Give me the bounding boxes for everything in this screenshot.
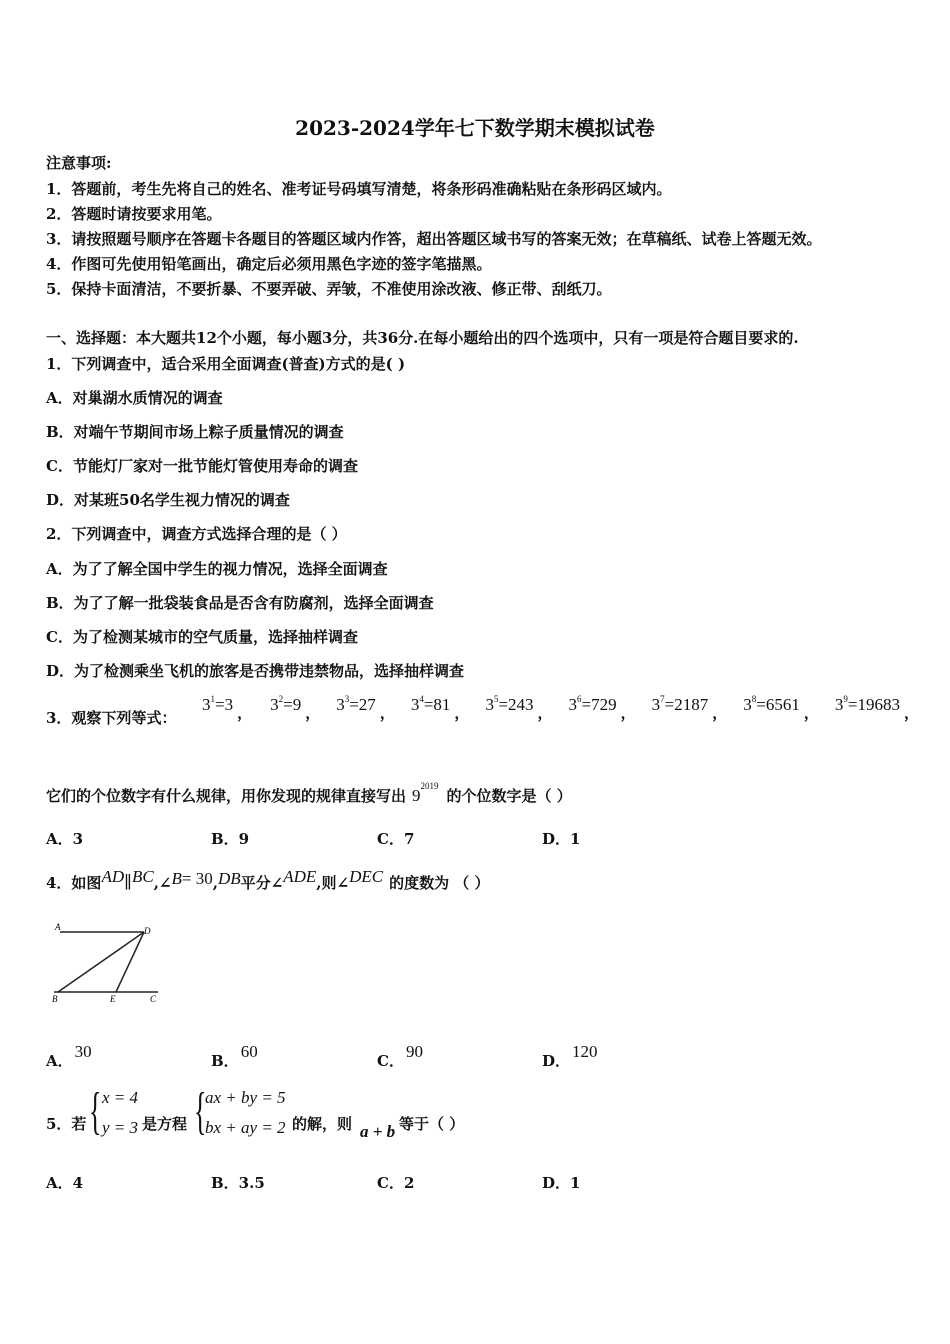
q4-option-d-letter: D．	[542, 1052, 571, 1070]
q5-mid: 是方程	[142, 1115, 188, 1133]
q3-power-item	[569, 695, 617, 714]
q4-angle-sym: ,∠	[153, 874, 172, 892]
q3-power-base: 3	[651, 695, 661, 714]
q5-sys2-eq1: ax + by = 5	[205, 1088, 286, 1107]
q3-power-exp: 2019	[420, 781, 439, 791]
q3-separator: ，	[712, 704, 728, 722]
q3-power-value: =19683	[847, 695, 900, 714]
q1-option-d: D．对某班50名学生视力情况的调查	[46, 491, 290, 509]
q3-option-d: D．1	[542, 830, 581, 848]
q3-power-base: 9	[412, 786, 421, 805]
q3-power-exp: 3	[344, 694, 350, 704]
q4-ad: AD	[101, 867, 125, 886]
q3-power-exp: 8	[751, 694, 757, 704]
q2-option-b: B．为了了解一批袋装食品是否含有防腐剂，选择全面调查	[46, 594, 434, 612]
q4-option-c-value: 90	[405, 1042, 423, 1061]
q4-b: B	[171, 869, 182, 888]
q3-separator: ，	[537, 704, 553, 722]
q3-stem: 3．观察下列等式：	[46, 709, 177, 727]
q5-post1: 的解，则	[292, 1115, 353, 1133]
q5-sys1-eq1: x = 4	[102, 1088, 139, 1107]
q3-power-value: =81	[423, 695, 451, 714]
q4-option-a-value: 30	[74, 1042, 92, 1061]
q3-power-exp: 1	[210, 694, 215, 704]
q3-separator: ，	[903, 704, 919, 722]
q2-option-d: D．为了检测乘坐飞机的旅客是否携带违禁物品，选择抽样调查	[46, 662, 465, 680]
q5-option-c: C．2	[377, 1174, 415, 1192]
page-title: 2023-2024学年七下数学期末模拟试卷	[295, 116, 655, 140]
q4-option-c-letter: C．	[377, 1052, 404, 1070]
q3-power-exp: 5	[493, 694, 499, 704]
q4-option-a	[46, 1042, 92, 1071]
q1-option-a: A．对巢湖水质情况的调查	[46, 389, 223, 407]
q4-db: DB	[217, 869, 241, 888]
label-a: A	[55, 922, 61, 932]
q5-option-a: A．4	[46, 1174, 84, 1192]
q5-brace-2: {	[194, 1083, 207, 1140]
q3-power-exp: 4	[419, 694, 424, 704]
q3-power-base: 3	[568, 695, 578, 714]
q3-separator: ，	[379, 704, 395, 722]
q3-power-exp: 2	[278, 694, 284, 704]
q3-power-base: 3	[834, 695, 844, 714]
q3-separator: ，	[237, 704, 253, 722]
q3-power-item	[743, 695, 800, 714]
q3-power-base: 3	[485, 695, 494, 714]
q5-brace-1: {	[89, 1083, 102, 1140]
q3-power-base: 3	[336, 695, 345, 714]
q3-power-value: =6561	[756, 695, 800, 714]
q3-power-value: =2187	[664, 695, 709, 714]
q2-stem: 2．下列调查中，调查方式选择合理的是（ ）	[46, 525, 347, 543]
q5-option-b: B．3.5	[211, 1174, 265, 1192]
q4-comma: ,	[212, 874, 218, 892]
notice-heading: 注意事项:	[46, 154, 112, 172]
q4-parallel: ∥	[124, 873, 132, 892]
q3-power	[412, 781, 439, 805]
q3-power-value: =729	[581, 695, 617, 714]
section-heading: 一、选择题：本大题共12个小题，每小题3分，共36分.在每小题给出的四个选项中，只有一项是符合题目要求的.	[46, 329, 799, 347]
q3-power-base: 3	[270, 695, 279, 714]
q3-power-item	[202, 695, 233, 714]
q4-stem	[46, 867, 490, 893]
q3-option-a: A．3	[46, 830, 84, 848]
q4-eq30: = 30	[181, 869, 213, 888]
q3-separator: ，	[305, 704, 321, 722]
q3-power-item	[270, 695, 301, 714]
q3-power-value: =3	[215, 695, 234, 714]
q2-option-c: C．为了检测某城市的空气质量，选择抽样调查	[46, 628, 358, 646]
notice-item-3: 3．请按照题号顺序在答题卡各题目的答题区域内作答，超出答题区域书写的答案无效；在草稿纸、试卷上答题无效。	[46, 230, 822, 248]
label-d: D	[144, 926, 151, 936]
q4-option-a-letter: A．	[46, 1052, 73, 1070]
q3-option-c: C．7	[377, 830, 415, 848]
q5-option-d: D．1	[542, 1174, 581, 1192]
q5-pre: 5．若	[46, 1115, 87, 1133]
label-e: E	[110, 994, 116, 1004]
q3-power-exp: 6	[577, 694, 582, 704]
q4-option-b-value: 60	[240, 1042, 258, 1061]
q3-power-base: 3	[410, 695, 420, 714]
notice-item-5: 5．保持卡面清洁，不要折暴、不要弄破、弄皱，不准使用涂改液、修正带、刮纸刀。	[46, 280, 612, 298]
q4-option-d	[542, 1042, 598, 1071]
q3-power-item	[652, 695, 709, 714]
q3-power-exp: 9	[843, 694, 848, 704]
q2-option-a: A．为了了解全国中学生的视力情况，选择全面调查	[46, 560, 388, 578]
q4-option-b-letter: B．	[211, 1052, 239, 1070]
notice-item-1: 1．答题前，考生先将自己的姓名、准考证号码填写清楚，将条形码准确粘贴在条形码区域内。	[46, 180, 672, 198]
q3-power-value: =243	[498, 695, 534, 714]
q4-dec: DEC	[349, 867, 384, 886]
q3-separator: ，	[454, 704, 470, 722]
q4-option-d-value: 120	[572, 1042, 598, 1061]
notice-item-4: 4．作图可先使用铅笔画出，确定后必须用黑色字迹的签字笔描黑。	[46, 255, 492, 273]
q3-power-item	[336, 695, 376, 714]
q4-figure	[46, 918, 166, 1004]
q5-expr: a + b	[360, 1122, 396, 1141]
q4-option-c	[377, 1042, 423, 1071]
q4-pre: 4．如图	[46, 874, 102, 892]
q4-ade: ADE	[283, 867, 317, 886]
q3-power-value: =9	[283, 695, 302, 714]
q3-power-sequence	[202, 694, 919, 722]
q1-option-c: C．节能灯厂家对一批节能灯管使用寿命的调查	[46, 457, 358, 475]
q3-power-base: 3	[202, 695, 211, 714]
q4-then: ,则∠	[316, 874, 350, 892]
q1-option-b: B．对端午节期间市场上粽子质量情况的调查	[46, 423, 344, 441]
q1-stem: 1．下列调查中，适合采用全面调查(普查)方式的是( )	[46, 355, 406, 373]
line-bd	[58, 932, 144, 992]
q4-option-b	[211, 1042, 258, 1071]
q4-bc: BC	[131, 867, 154, 886]
q3-power-base: 3	[743, 695, 752, 714]
q3-power-item	[835, 695, 900, 714]
q3-power-exp: 7	[660, 694, 665, 704]
q3-separator: ，	[803, 704, 819, 722]
q5-sys1-eq2: y = 3	[102, 1118, 139, 1137]
notice-item-2: 2．答题时请按要求用笔。	[46, 205, 222, 223]
label-b: B	[52, 994, 58, 1004]
q5-post2: 等于（ ）	[399, 1115, 465, 1133]
q3-power-item	[411, 695, 451, 714]
q5-sys2-eq2: bx + ay = 2	[205, 1118, 286, 1137]
q4-bisect: 平分∠	[240, 874, 284, 892]
q3-line2-pre: 它们的个位数字有什么规律，用你发现的规律直接写出	[46, 787, 407, 805]
q4-post: 的度数为 （ ）	[389, 874, 490, 892]
q3-separator: ，	[620, 704, 636, 722]
q3-power-item	[485, 695, 533, 714]
q3-power-value: =27	[349, 695, 376, 714]
q3-line2	[46, 781, 572, 806]
q3-option-b: B．9	[211, 830, 250, 848]
label-c: C	[150, 994, 157, 1004]
q3-line2-post: 的个位数字是（ ）	[446, 787, 572, 805]
